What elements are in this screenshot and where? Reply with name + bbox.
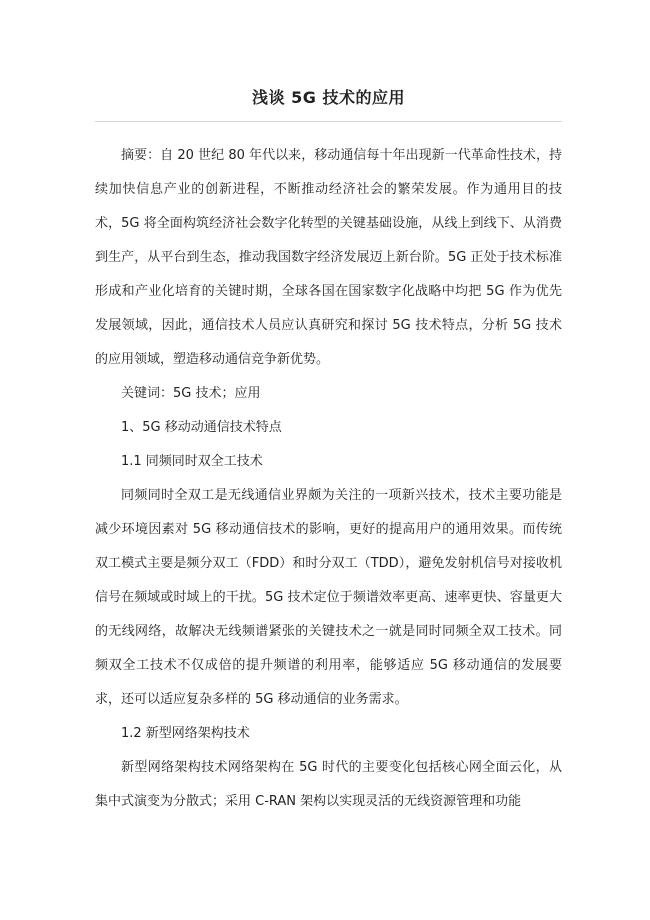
keywords-line: 关键词：5G 技术；应用	[121, 386, 261, 401]
section-1-heading: 1、5G 移动动通信技术特点	[121, 420, 282, 435]
section-1-1-heading: 1.1 同频同时双全工技术	[121, 454, 263, 469]
section-1-1-body: 同频同时全双工是无线通信业界颇为关注的一项新兴技术，技术主要功能是减少环境因素对 5G 移动通信技术的影响，更好的提高用户的通用效果。而传统双工模式主要是频分双工（FDD）和时分双工（TDD），避免发射机信号对接收机信号在频域或时域上的干扰。5G 技术定位于频谱效率更高、速率更快、容量更大的无线网络，故解决无线频谱紧张的关键技术之一就是同时同频全双工技术。同频双全工技术不仅成倍的提升频谱的利用率，能够适应 5G 移动通信的发展要求，还可以适应复杂多样的 5G 移动通信的业务需求。	[95, 488, 562, 707]
section-1-2-body: 新型网络架构技术网络架构在 5G 时代的主要变化包括核心网全面云化，从集中式演变为分散式；采用 C-RAN 架构以实现灵活的无线资源管理和功能	[95, 760, 562, 809]
document-title: 浅谈 5G 技术的应用	[252, 88, 405, 107]
title-divider	[95, 121, 562, 122]
section-1-2-heading: 1.2 新型网络架构技术	[121, 726, 250, 741]
abstract-paragraph: 摘要：自 20 世纪 80 年代以来，移动通信每十年出现新一代革命性技术，持续加快信息产业的创新进程，不断推动经济社会的繁荣发展。作为通用目的技术，5G 将全面构筑经济社会数字化转型的关键基础设施，从线上到线下、从消费到生产，从平台到生态，推动我国数字经济发展迈上新台阶。5G 正处于技术标准形成和产业化培育的关键时期，全球各国在国家数字化战略中均把 5G 作为优先发展领域，因此，通信技术人员应认真研究和探讨 5G 技术特点，分析 5G 技术的应用领域，塑造移动通信竞争新优势。	[95, 148, 562, 367]
